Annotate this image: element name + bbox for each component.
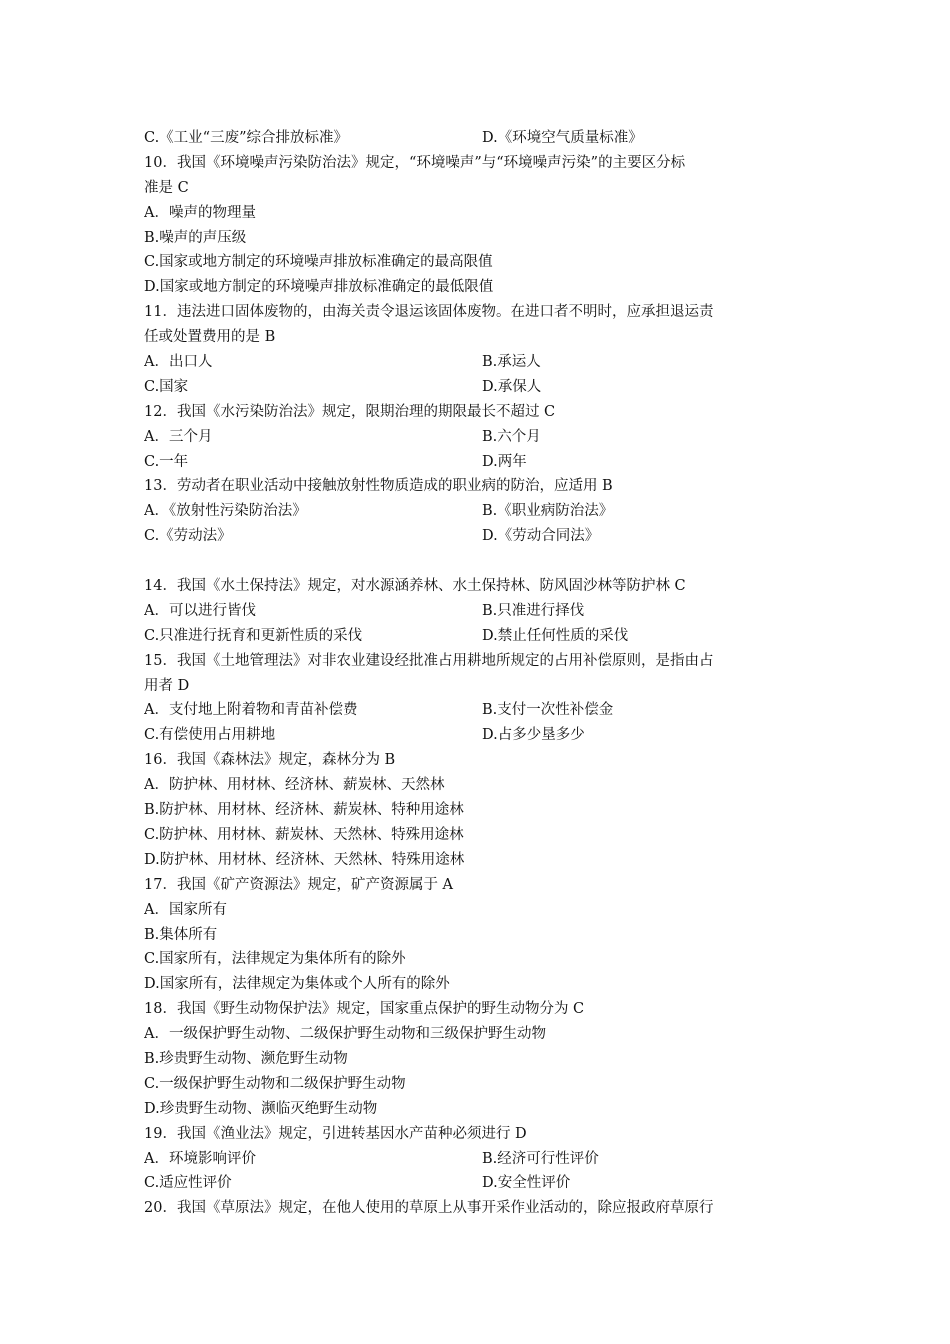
text-line: 15．我国《土地管理法》对非农业建设经批准占用耕地所规定的占用补偿原则，是指由占	[144, 652, 714, 669]
text-line: A．噪声的物理量	[144, 204, 256, 221]
option-right: D.两年	[482, 453, 527, 470]
text-line: C.一级保护野生动物和二级保护野生动物	[144, 1075, 406, 1092]
text-line: 任或处置费用的是 B	[144, 329, 276, 346]
option-left: C.《工业“三废”综合排放标准》	[144, 130, 349, 146]
text-line: 17．我国《矿产资源法》规定，矿产资源属于 A	[144, 876, 454, 893]
option-row	[144, 350, 814, 375]
document-body	[144, 126, 814, 1221]
blank-line	[144, 549, 814, 574]
option-row	[144, 1147, 814, 1172]
option-left: A．出口人	[144, 354, 213, 371]
text-line: 准是 C	[144, 179, 189, 196]
option-right: B.支付一次性补偿金	[482, 702, 614, 719]
option-row	[144, 698, 814, 723]
text-line: A．一级保护野生动物、二级保护野生动物和三级保护野生动物	[144, 1026, 546, 1043]
text-line: D.防护林、用材林、经济林、天然林、特殊用途林	[144, 851, 465, 868]
text-line: A．国家所有	[144, 901, 227, 918]
option-left: C.一年	[144, 453, 189, 470]
option-left: C.国家	[144, 378, 189, 395]
option-left: C.适应性评价	[144, 1175, 232, 1192]
option-right: B.《职业病防治法》	[482, 503, 614, 520]
text-line: 19．我国《渔业法》规定，引进转基因水产苗种必须进行 D	[144, 1125, 527, 1142]
text-line: C.防护林、用材林、薪炭林、天然林、特殊用途林	[144, 826, 464, 843]
option-left: C.有偿使用占用耕地	[144, 727, 276, 744]
option-right: D.占多少垦多少	[482, 727, 585, 744]
option-right: D.禁止任何性质的采伐	[482, 627, 629, 644]
text-line: 16．我国《森林法》规定，森林分为 B	[144, 752, 396, 769]
option-left: A．支付地上附着物和青苗补偿费	[144, 702, 358, 719]
option-right: D.安全性评价	[482, 1175, 571, 1192]
option-row	[144, 375, 814, 400]
option-row	[144, 425, 814, 450]
text-line: D.国家所有，法律规定为集体或个人所有的除外	[144, 976, 450, 993]
text-line: D.国家或地方制定的环境噪声排放标准确定的最低限值	[144, 279, 494, 296]
text-line: 14．我国《水土保持法》规定，对水源涵养林、水土保持林、防风固沙林等防护林 C	[144, 578, 686, 595]
option-right: D.承保人	[482, 378, 542, 395]
option-right: B.六个月	[482, 428, 541, 445]
text-line: D.珍贵野生动物、濒临灭绝野生动物	[144, 1100, 378, 1117]
option-left: C.《劳动法》	[144, 528, 232, 545]
option-right: B.经济可行性评价	[482, 1150, 599, 1167]
option-right: D.《劳动合同法》	[482, 528, 600, 545]
option-left: C.只准进行抚育和更新性质的采伐	[144, 627, 363, 644]
option-row	[144, 723, 814, 748]
option-left: A．三个月	[144, 428, 213, 445]
text-line: B.珍贵野生动物、濒危野生动物	[144, 1050, 348, 1067]
text-line: 18．我国《野生动物保护法》规定，国家重点保护的野生动物分为 C	[144, 1001, 585, 1018]
text-line: 13．劳动者在职业活动中接触放射性物质造成的职业病的防治，应适用 B	[144, 478, 613, 495]
text-line: A．防护林、用材林、经济林、薪炭林、天然林	[144, 777, 445, 794]
text-line: 用者 D	[144, 677, 190, 694]
text-line: 10．我国《环境噪声污染防治法》规定，“环境噪声”与“环境噪声污染”的主要区分标	[144, 154, 686, 171]
option-left: A．《放射性污染防治法》	[144, 503, 307, 520]
option-row	[144, 599, 814, 624]
option-row	[144, 524, 814, 549]
option-left: A．环境影响评价	[144, 1150, 256, 1167]
text-line: C.国家或地方制定的环境噪声排放标准确定的最高限值	[144, 254, 493, 271]
option-left: A．可以进行皆伐	[144, 602, 256, 619]
text-line: 20．我国《草原法》规定，在他人使用的草原上从事开采作业活动的，除应报政府草原行	[144, 1200, 714, 1217]
option-right: D.《环境空气质量标准》	[482, 130, 643, 146]
option-right: B.只准进行择伐	[482, 602, 585, 619]
option-row	[144, 1171, 814, 1196]
text-line: B.噪声的声压级	[144, 229, 247, 246]
text-line: B.防护林、用材林、经济林、薪炭林、特种用途林	[144, 802, 464, 819]
text-line: 12．我国《水污染防治法》规定，限期治理的期限最长不超过 C	[144, 403, 556, 420]
text-line: 11．违法进口固体废物的，由海关责令退运该固体废物。在进口者不明时，应承担退运责	[144, 304, 714, 321]
text-line: B.集体所有	[144, 926, 218, 943]
option-row	[144, 450, 814, 475]
option-right: B.承运人	[482, 354, 541, 371]
text-line: C.国家所有，法律规定为集体所有的除外	[144, 951, 406, 968]
option-row	[144, 126, 814, 151]
option-row	[144, 499, 814, 524]
option-row	[144, 624, 814, 649]
